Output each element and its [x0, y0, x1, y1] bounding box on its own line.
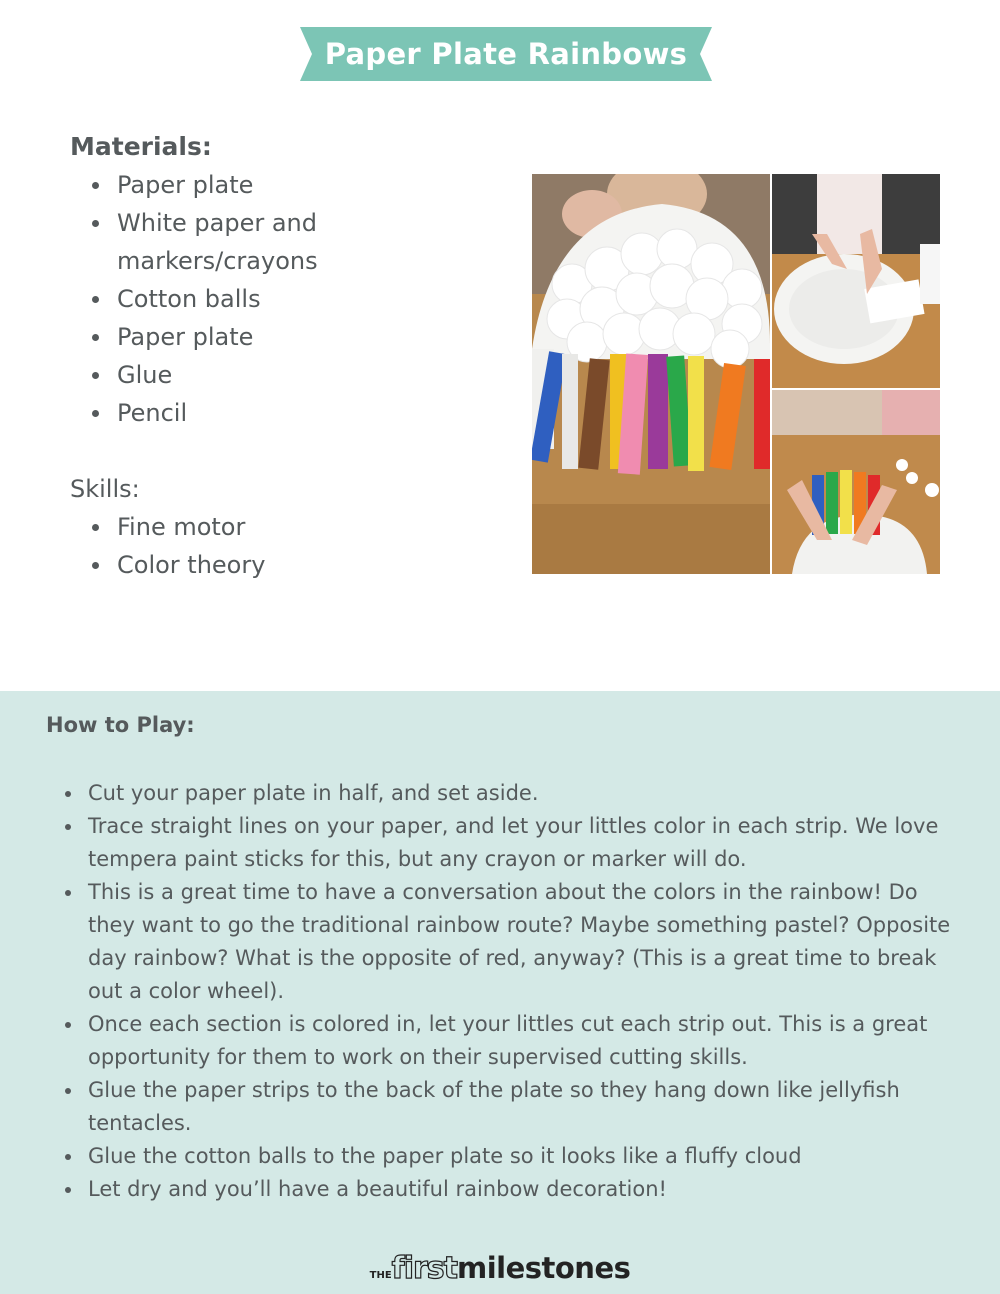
- materials-list: [70, 166, 510, 432]
- brand-logo: [0, 1251, 1000, 1286]
- list-item: Color theory: [117, 546, 510, 584]
- skills-list: [70, 508, 510, 584]
- photo-collage: [532, 174, 940, 574]
- step-item: Cut your paper plate in half, and set aside.: [88, 777, 958, 810]
- list-item: Cotton balls: [117, 280, 510, 318]
- list-item: Paper plate: [117, 166, 510, 204]
- materials-skills-section: [70, 128, 510, 584]
- photo-cutting-plate: [772, 174, 940, 388]
- list-item: Paper plate: [117, 318, 510, 356]
- brand-first: first: [391, 1251, 457, 1286]
- step-item: Once each section is colored in, let your littles cut each strip out. This is a great opportunity for them to work on their supervised cutting skills.: [88, 1008, 958, 1074]
- brand-milestones: milestones: [456, 1251, 631, 1285]
- step-item: Glue the cotton balls to the paper plate so it looks like a fluffy cloud: [88, 1140, 958, 1173]
- brand-the: THE: [369, 1270, 392, 1281]
- list-item: Pencil: [117, 394, 510, 432]
- how-to-play-heading: How to Play:: [46, 713, 195, 737]
- step-item: This is a great time to have a conversation about the colors in the rainbow! Do they want to go the traditional rainbow route? Maybe something pastel? Opposite day rainbow? What is the opposite of red, anyway? (This is a great time to break out a color wheel).: [88, 876, 958, 1008]
- title-ribbon: [300, 27, 712, 81]
- skills-block: [70, 470, 510, 584]
- materials-heading: Materials:: [70, 132, 212, 161]
- how-to-play-panel: [0, 691, 1000, 1294]
- photo-gluing-strips: [772, 390, 940, 574]
- step-item: Glue the paper strips to the back of the plate so they hang down like jellyfish tentacles.: [88, 1074, 958, 1140]
- step-item: Trace straight lines on your paper, and let your littles color in each strip. We love tempera paint sticks for this, but any crayon or marker will do.: [88, 810, 958, 876]
- skills-heading: Skills:: [70, 475, 140, 503]
- page-title: Paper Plate Rainbows: [324, 37, 688, 71]
- step-item: Let dry and you’ll have a beautiful rainbow decoration!: [88, 1173, 958, 1206]
- list-item: White paper and markers/crayons: [117, 204, 337, 280]
- list-item: Glue: [117, 356, 510, 394]
- photo-finished-craft: [532, 174, 770, 574]
- how-to-play-steps: [88, 777, 958, 1206]
- list-item: Fine motor: [117, 508, 510, 546]
